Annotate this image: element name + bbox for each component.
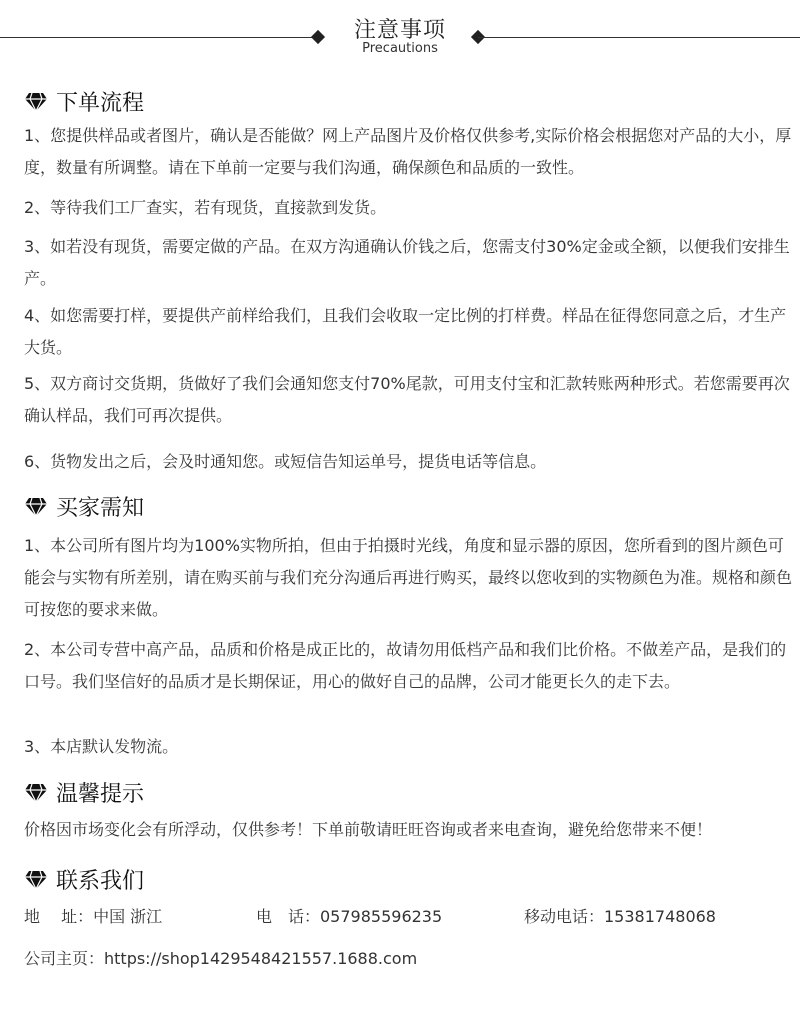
header-rule-right [478,37,800,38]
section-title-contact: 联系我们 [24,864,144,895]
page-title: 注意事项 [353,18,446,43]
page-header [0,0,800,70]
contact-phone: 电 话：057985596235 [256,907,443,926]
section-title-order-process: 下单流程 [24,86,144,117]
contact-mobile: 移动电话：15381748068 [524,907,716,926]
contact-address: 地 址：中国 浙江 [24,907,163,926]
gem-icon [24,783,48,803]
order-step-5: 5、双方商讨交货期，货做好了我们会通知您支付70%尾款，可用支付宝和汇款转账两种形式。若您需要再次确认样品，我们可再次提供。 [24,374,790,425]
order-step-4: 4、如您需要打样，要提供产前样给我们，且我们会收取一定比例的打样费。样品在征得您同意之后，才生产大货。 [24,306,787,357]
gem-icon [24,870,48,890]
buyer-notice-2: 2、本公司专营中高产品，品质和价格是成正比的，故请勿用低档产品和我们比价格。不做差产品，是我们的口号。我们坚信好的品质才是长期保证，用心的做好自己的品牌，公司才能更长久的走下去。 [24,640,787,691]
section-title-tips: 温馨提示 [24,777,144,808]
page-subtitle: Precautions [362,41,438,56]
gem-icon [24,497,48,517]
order-step-6: 6、货物发出之后，会及时通知您。或短信告知运单号，提货电话等信息。 [24,452,547,471]
order-step-3: 3、如若没有现货，需要定做的产品。在双方沟通确认价钱之后，您需支付30%定金或全额，以便我们安排生产。 [24,237,790,288]
section-title-buyer-notice: 买家需知 [24,491,144,522]
gem-icon [24,92,48,112]
tips-text: 价格因市场变化会有所浮动，仅供参考！下单前敬请旺旺咨询或者来电查询，避免给您带来不便！ [24,820,713,839]
buyer-notice-3: 3、本店默认发物流。 [24,737,179,756]
buyer-notice-1: 1、本公司所有图片均为100%实物所拍，但由于拍摄时光线，角度和显示器的原因，您所看到的图片颜色可能会与实物有所差别，请在购买前与我们充分沟通后再进行购买，最终以您收到的实物颜色为准。规格和颜色可按您的要求来做。 [24,536,793,619]
contact-row [24,904,794,934]
order-step-2: 2、等待我们工厂查实，若有现货，直接款到发货。 [24,198,387,217]
order-step-1: 1、您提供样品或者图片，确认是否能做？网上产品图片及价格仅供参考,实际价格会根据您对产品的大小，厚度，数量有所调整。请在下单前一定要与我们沟通，确保颜色和品质的一致性。 [24,126,792,177]
contact-homepage-link[interactable]: 公司主页：https://shop1429548421557.1688.com [24,949,418,968]
